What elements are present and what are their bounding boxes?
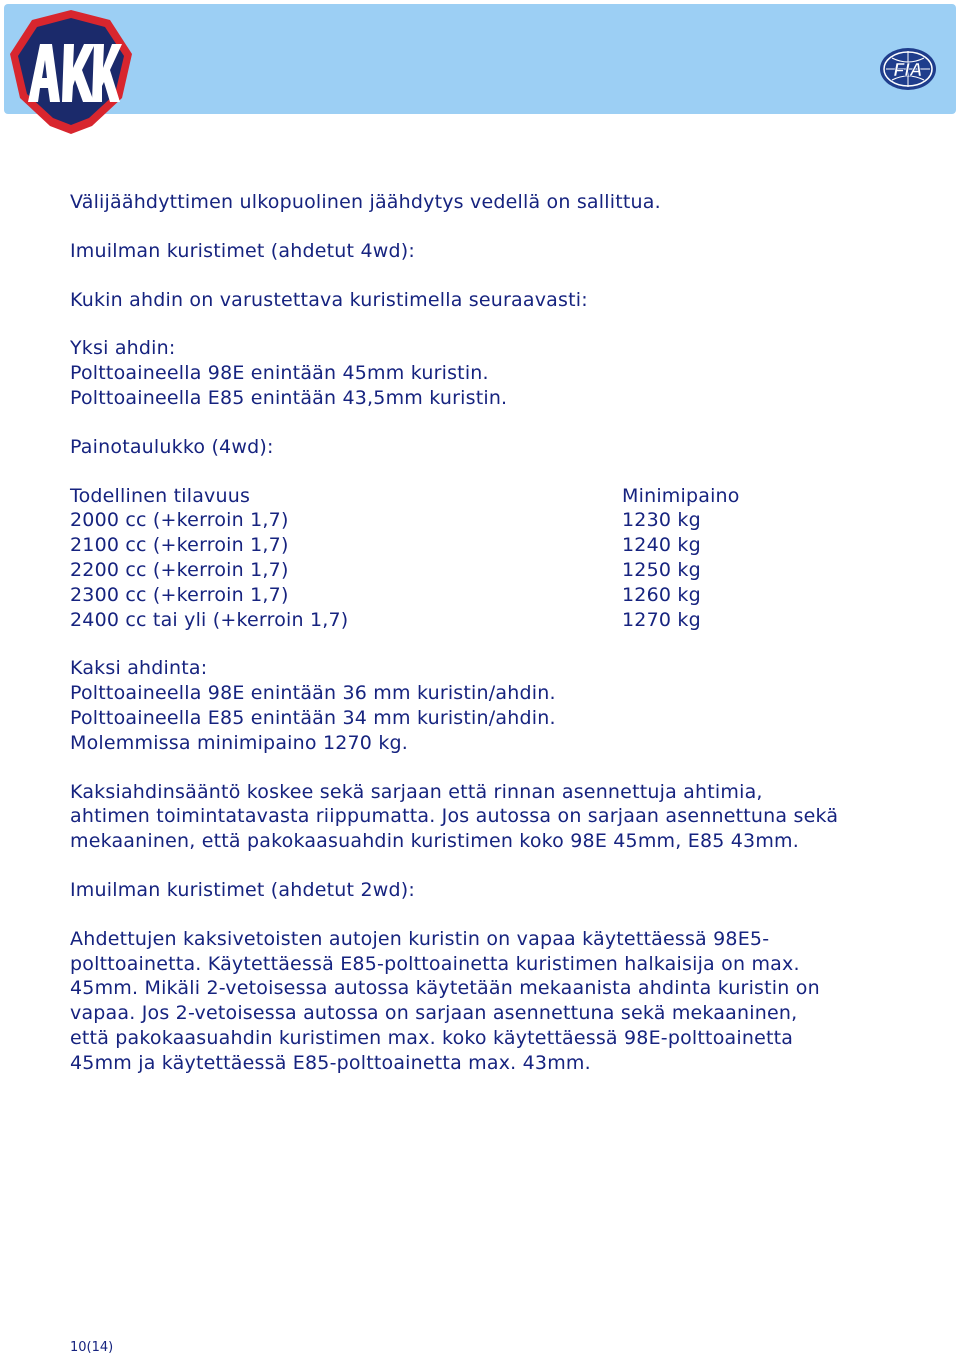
- column-header-displacement: Todellinen tilavuus: [70, 484, 251, 507]
- text-line: Ahdettujen kaksivetoisten autojen kuristin on vapaa käytettäessä 98E5-: [70, 927, 770, 950]
- table-cell: 1230 kg: [622, 509, 701, 532]
- page-number: 10(14): [70, 1340, 114, 1355]
- table-cell: 2300 cc (+kerroin 1,7): [70, 583, 289, 606]
- twin-turbo-paragraph: [70, 656, 910, 755]
- text-line: Molemmissa minimipaino 1270 kg.: [70, 731, 409, 754]
- text-line: Kaksiahdinsääntö koskee sekä sarjaan että rinnan asennettuja ahtimia,: [70, 780, 763, 803]
- two-wheel-drive-paragraph: [70, 927, 910, 1076]
- text-line: vapaa. Jos 2-vetoisessa autossa on sarjaan asennettuna sekä mekaaninen,: [70, 1002, 798, 1025]
- text-line: polttoainetta. Käytettäessä E85-polttoainetta kuristimen halkaisija on max.: [70, 952, 800, 975]
- header-band: [4, 4, 956, 114]
- text-line: 45mm. Mikäli 2-vetoisessa autossa käytetään mekaanista ahdinta kuristin on: [70, 977, 820, 1000]
- text-line: Polttoaineella 98E enintään 45mm kuristin.: [70, 362, 489, 385]
- table-cell: 2000 cc (+kerroin 1,7): [70, 509, 289, 532]
- restrictor-intro-paragraph: Kukin ahdin on varustettava kuristimella seuraavasti:: [70, 288, 588, 311]
- svg-text:FIA: FIA: [893, 60, 923, 80]
- table-row: [70, 533, 740, 558]
- text-line: Polttoaineella 98E enintään 36 mm kuristin/ahdin.: [70, 682, 556, 705]
- table-row: [70, 508, 740, 533]
- fia-logo-icon: [878, 46, 938, 92]
- table-cell: 1250 kg: [622, 558, 701, 581]
- document-body: [70, 190, 910, 1100]
- single-turbo-paragraph: [70, 336, 910, 410]
- text-line: mekaaninen, että pakokaasuahdin kuristimen koko 98E 45mm, E85 43mm.: [70, 830, 799, 853]
- column-header-min-weight: Minimipaino: [622, 484, 740, 507]
- twin-turbo-rule-paragraph: [70, 780, 910, 854]
- text-line: 45mm ja käytettäessä E85-polttoainetta max. 43mm.: [70, 1051, 591, 1074]
- table-cell: 1240 kg: [622, 534, 701, 557]
- weight-table-heading: Painotaulukko (4wd):: [70, 435, 274, 458]
- table-row: [70, 583, 740, 608]
- text-line: ahtimen toimintatavasta riippumatta. Jos autossa on sarjaan asennettuna sekä: [70, 805, 839, 828]
- text-line: että pakokaasuahdin kuristimen max. koko käytettäessä 98E-polttoainetta: [70, 1026, 794, 1049]
- text-line: Kaksi ahdinta:: [70, 657, 208, 680]
- section-heading-restrictors-4wd: Imuilman kuristimet (ahdetut 4wd):: [70, 239, 415, 262]
- intercooler-water-paragraph: Välijäähdyttimen ulkopuolinen jäähdytys vedellä on sallittua.: [70, 191, 661, 213]
- text-line: Polttoaineella E85 enintään 34 mm kuristin/ahdin.: [70, 706, 556, 729]
- table-cell: 2100 cc (+kerroin 1,7): [70, 534, 289, 557]
- table-cell: 2200 cc (+kerroin 1,7): [70, 558, 289, 581]
- table-header-row: [70, 484, 740, 509]
- section-heading-restrictors-2wd: Imuilman kuristimet (ahdetut 2wd):: [70, 878, 415, 901]
- text-line: Yksi ahdin:: [70, 337, 176, 360]
- akk-logo-icon: [6, 6, 136, 136]
- table-cell: 1260 kg: [622, 583, 701, 606]
- table-row: [70, 608, 740, 633]
- weight-table: [70, 484, 740, 633]
- text-line: Polttoaineella E85 enintään 43,5mm kuristin.: [70, 386, 508, 409]
- table-row: [70, 558, 740, 583]
- table-cell: 2400 cc tai yli (+kerroin 1,7): [70, 608, 349, 631]
- table-cell: 1270 kg: [622, 608, 701, 631]
